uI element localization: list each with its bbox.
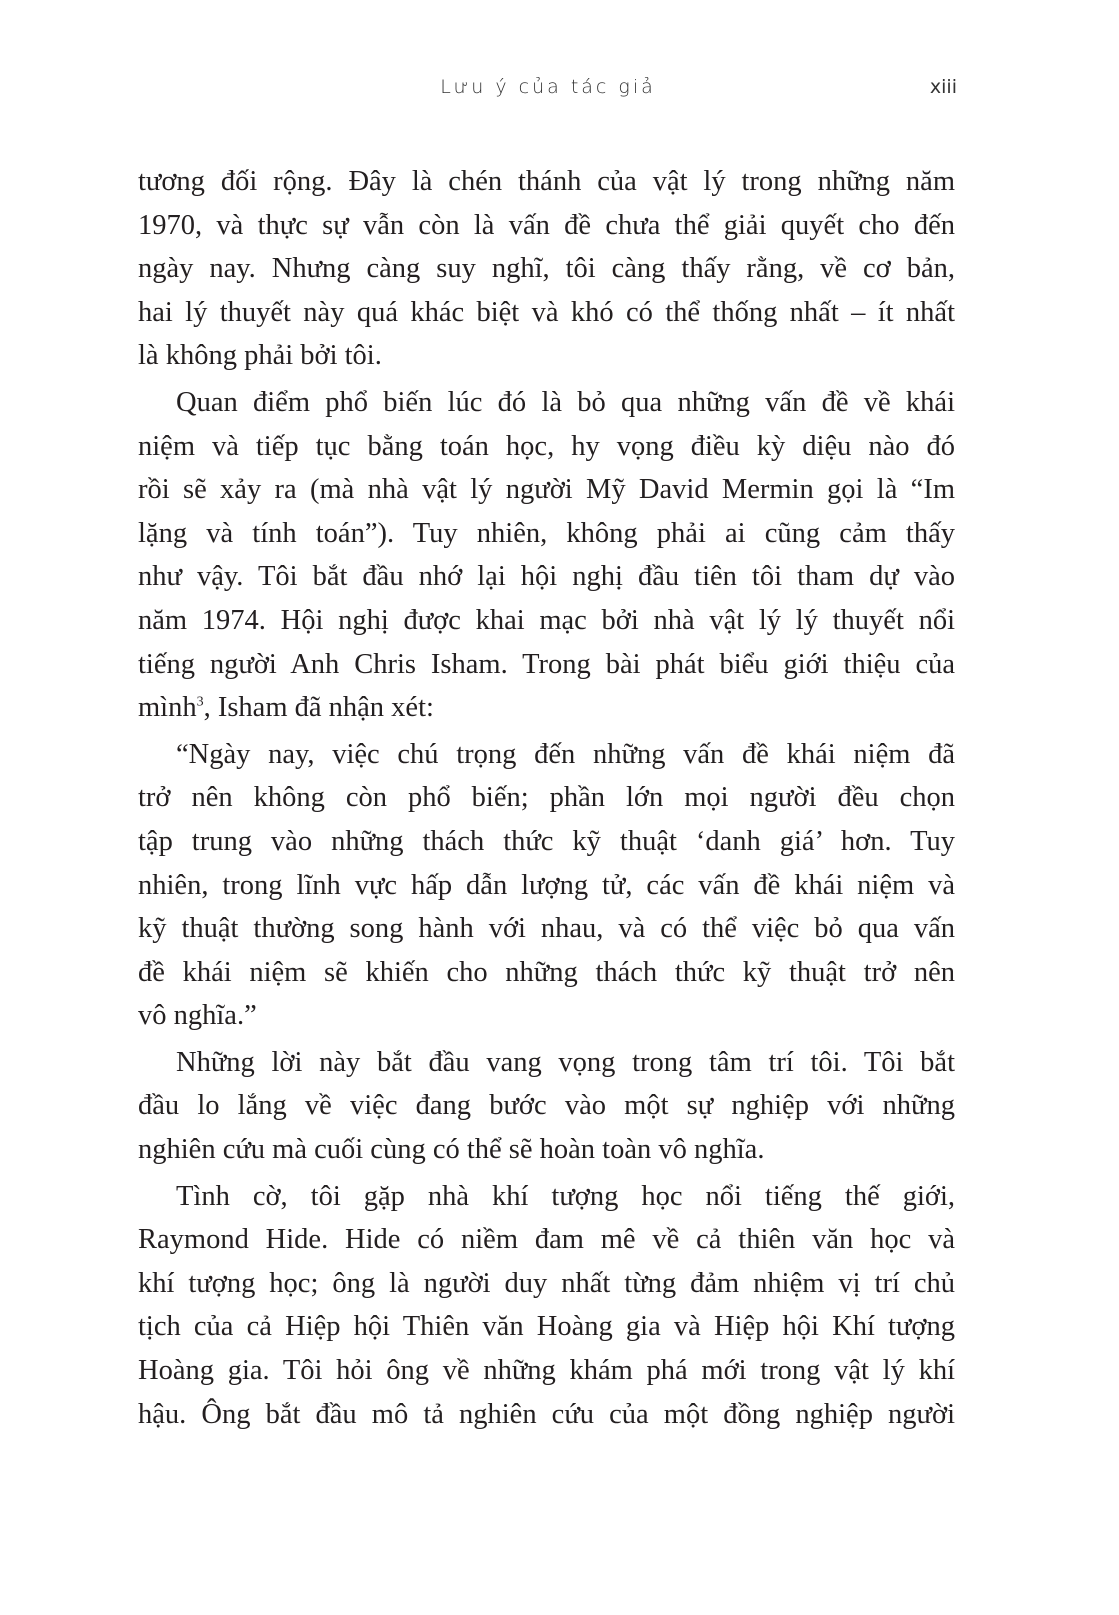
paragraph bbox=[138, 1041, 955, 1172]
text-line: 1970, và thực sự vẫn còn là vấn đề chưa thể giải quyết cho đến bbox=[138, 209, 955, 241]
footnote-ref: 3 bbox=[196, 694, 204, 710]
text-line: năm 1974. Hội nghị được khai mạc bởi nhà vật lý lý thuyết nổi bbox=[138, 604, 955, 636]
text-line: Quan điểm phổ biến lúc đó là bỏ qua những vấn đề về khái bbox=[176, 386, 955, 418]
text-line: đầu lo lắng về việc đang bước vào một sự nghiệp với những bbox=[138, 1090, 955, 1122]
running-title: Lưu ý của tác giả bbox=[440, 76, 656, 98]
page-number: xiii bbox=[929, 76, 957, 98]
text-line: tương đối rộng. Đây là chén thánh của vật lý trong những năm bbox=[138, 166, 955, 197]
paragraph bbox=[138, 733, 955, 1038]
text-line: ngày nay. Nhưng càng suy nghĩ, tôi càng thấy rằng, về cơ bản, bbox=[138, 253, 955, 285]
text-line: khí tượng học; ông là người duy nhất từng đảm nhiệm vị trí chủ bbox=[138, 1267, 955, 1299]
text-line: hậu. Ông bắt đầu mô tả nghiên cứu của một đồng nghiệp người bbox=[138, 1398, 955, 1430]
text-line: nghiên cứu mà cuối cùng có thể sẽ hoàn toàn vô nghĩa. bbox=[138, 1134, 765, 1166]
text-line: nhiên, trong lĩnh vực hấp dẫn lượng tử, các vấn đề khái niệm và bbox=[138, 869, 955, 901]
text-line: Những lời này bắt đầu vang vọng trong tâm trí tôi. Tôi bắt bbox=[176, 1046, 955, 1078]
text-line: Tình cờ, tôi gặp nhà khí tượng học nổi tiếng thế giới, bbox=[176, 1180, 955, 1212]
text-line: mình$^3$, Isham đã nhận xét: bbox=[138, 692, 434, 724]
text-line: kỹ thuật thường song hành với nhau, và có thể việc bỏ qua vấn bbox=[138, 913, 955, 945]
text-line: như vậy. Tôi bắt đầu nhớ lại hội nghị đầu tiên tôi tham dự vào bbox=[138, 561, 955, 593]
text-line: vô nghĩa.” bbox=[138, 1000, 257, 1032]
text-line: tiếng người Anh Chris Isham. Trong bài phát biểu giới thiệu của bbox=[138, 648, 955, 680]
paragraph bbox=[138, 381, 955, 730]
text-line: tập trung vào những thách thức kỹ thuật ‘danh giá’ hơn. Tuy bbox=[138, 825, 955, 857]
text-line: Raymond Hide. Hide có niềm đam mê về cả thiên văn học và bbox=[138, 1224, 955, 1256]
text-line: rồi sẽ xảy ra (mà nhà vật lý người Mỹ David Mermin gọi là “Im bbox=[138, 474, 955, 506]
text-line: trở nên không còn phổ biến; phần lớn mọi người đều chọn bbox=[138, 782, 955, 814]
text-line: tịch của cả Hiệp hội Thiên văn Hoàng gia và Hiệp hội Khí tượng bbox=[138, 1311, 955, 1343]
paragraph bbox=[138, 1175, 955, 1437]
text-line: đề khái niệm sẽ khiến cho những thách thức kỹ thuật trở nên bbox=[138, 956, 955, 988]
text-line: là không phải bởi tôi. bbox=[138, 340, 382, 372]
text-line: niệm và tiếp tục bằng toán học, hy vọng điều kỳ diệu nào đó bbox=[138, 430, 955, 462]
body-text bbox=[138, 160, 955, 1439]
text-line: hai lý thuyết này quá khác biệt và khó có thể thống nhất – ít nhất bbox=[138, 296, 955, 328]
text-line: Hoàng gia. Tôi hỏi ông về những khám phá mới trong vật lý khí bbox=[138, 1355, 955, 1387]
paragraph bbox=[138, 160, 955, 378]
text-line: lặng và tính toán”). Tuy nhiên, không phải ai cũng cảm thấy bbox=[138, 517, 955, 549]
text-line: “Ngày nay, việc chú trọng đến những vấn đề khái niệm đã bbox=[176, 738, 955, 770]
